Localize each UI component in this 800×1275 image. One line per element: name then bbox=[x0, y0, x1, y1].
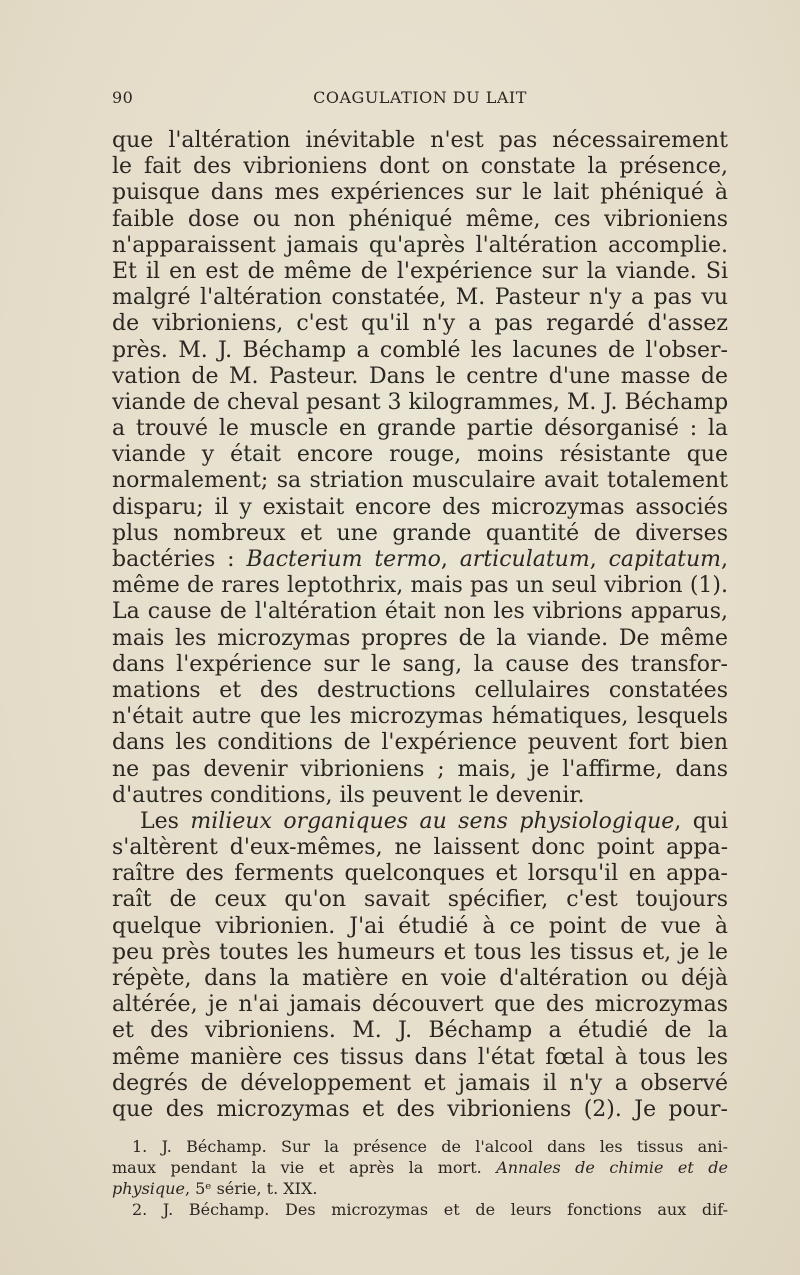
text-line: puisque dans mes expériences sur le lait phéniqué à bbox=[112, 180, 728, 206]
text-line: même manière ces tissus dans l'état fœtal à tous les bbox=[112, 1044, 728, 1070]
text-line: faible dose ou non phéniqué même, ces vibrioniens bbox=[112, 206, 728, 232]
running-title: COAGULATION DU LAIT bbox=[313, 88, 527, 107]
page-number: 90 bbox=[112, 88, 134, 107]
body-text bbox=[112, 128, 728, 1123]
text-line: que l'altération inévitable n'est pas nécessairement bbox=[112, 128, 728, 153]
text-line: vation de M. Pasteur. Dans le centre d'une masse de bbox=[112, 363, 728, 389]
italic-taxon: capitatum bbox=[608, 547, 721, 572]
text-line: s'altèrent d'eux-mêmes, ne laissent donc point appa- bbox=[112, 835, 728, 861]
text-line: dans l'expérience sur le sang, la cause des transfor- bbox=[112, 651, 728, 677]
text-line: raître des ferments quelconques et lorsqu'il en appa- bbox=[112, 861, 728, 887]
text-line: degrés de développement et jamais il n'y a observé bbox=[112, 1070, 728, 1096]
text-segment: , 5ᵉ série, t. XIX. bbox=[184, 1179, 318, 1198]
text-line: que des microzymas et des vibrioniens (2). Je pour- bbox=[112, 1096, 728, 1122]
text-line: mais les microzymas propres de la viande. De même bbox=[112, 625, 728, 651]
text-line: Et il en est de même de l'expérience sur la viande. Si bbox=[112, 258, 728, 284]
italic-taxon: articulatum bbox=[459, 547, 590, 572]
italic-journal: physique bbox=[112, 1179, 185, 1198]
text-line: disparu; il y existait encore des microzymas associés bbox=[112, 494, 728, 520]
text-line: ne pas devenir vibrioniens ; mais, je l'affirme, dans bbox=[112, 756, 728, 782]
text-segment: Les bbox=[140, 808, 191, 834]
text-line: de vibrioniens, c'est qu'il n'y a pas regardé d'assez bbox=[112, 311, 728, 337]
text-segment: , qui bbox=[674, 808, 728, 834]
text-line: La cause de l'altération était non les vibrions apparus, bbox=[112, 599, 728, 625]
text-line: le fait des vibrioniens dont on constate la présence, bbox=[112, 154, 728, 180]
page-header bbox=[112, 88, 728, 112]
text-segment: bactéries : bbox=[112, 547, 247, 572]
footnotes bbox=[112, 1136, 728, 1220]
text-line: et des vibrioniens. M. J. Béchamp a étudié de la bbox=[112, 1018, 728, 1044]
text-line: viande y était encore rouge, moins résistante que bbox=[112, 442, 728, 468]
text-segment: , bbox=[440, 547, 460, 572]
text-line: peu près toutes les humeurs et tous les tissus et, je le bbox=[112, 939, 728, 965]
italic-journal: Annales de chimie et de bbox=[496, 1158, 728, 1177]
text-line: répète, dans la matière en voie d'altération ou déjà bbox=[112, 966, 728, 991]
italic-phrase: milieux organiques au sens physiologique bbox=[190, 808, 675, 834]
footnote-line: 1. J. Béchamp. Sur la présence de l'alcool dans les tissus ani- bbox=[132, 1137, 728, 1156]
text-line: dans les conditions de l'expérience peuvent fort bien bbox=[112, 730, 728, 756]
text-line: n'était autre que les microzymas hématiques, lesquels bbox=[112, 704, 728, 730]
text-line: plus nombreux et une grande quantité de diverses bbox=[112, 520, 728, 546]
text-segment: maux pendant la vie et après la mort. bbox=[112, 1158, 497, 1177]
text-line: raît de ceux qu'on savait spécifier, c'est toujours bbox=[112, 887, 728, 913]
footnote-line: 2. J. Béchamp. Des microzymas et de leurs fonctions aux dif- bbox=[132, 1200, 728, 1219]
text-line: normalement; sa striation musculaire avait totalement bbox=[112, 468, 728, 494]
text-line: viande de cheval pesant 3 kilogrammes, M. J. Béchamp bbox=[112, 389, 728, 415]
italic-taxon: Bacterium termo bbox=[246, 547, 441, 572]
text-line: malgré l'altération constatée, M. Pasteur n'y a pas vu bbox=[112, 285, 728, 311]
text-segment: , bbox=[589, 547, 609, 572]
text-line: n'apparaissent jamais qu'après l'altération accomplie. bbox=[112, 232, 728, 258]
footnote-line bbox=[112, 1157, 728, 1178]
text-line: mations et des destructions cellulaires constatées bbox=[112, 677, 728, 703]
text-line: altérée, je n'ai jamais découvert que des microzymas bbox=[112, 992, 728, 1018]
text-line-bacteria bbox=[112, 547, 728, 573]
text-line: même de rares leptothrix, mais pas un seul vibrion (1). bbox=[112, 573, 728, 599]
text-line: d'autres conditions, ils peuvent le devenir. bbox=[112, 782, 585, 808]
text-line: près. M. J. Béchamp a comblé les lacunes de l'obser- bbox=[112, 337, 728, 363]
text-line: a trouvé le muscle en grande partie désorganisé : la bbox=[112, 416, 728, 442]
text-line: quelque vibrionien. J'ai étudié à ce point de vue à bbox=[112, 913, 728, 939]
paragraph-start-line bbox=[112, 809, 728, 835]
text-segment: , bbox=[720, 547, 728, 572]
footnote-line bbox=[112, 1178, 728, 1199]
